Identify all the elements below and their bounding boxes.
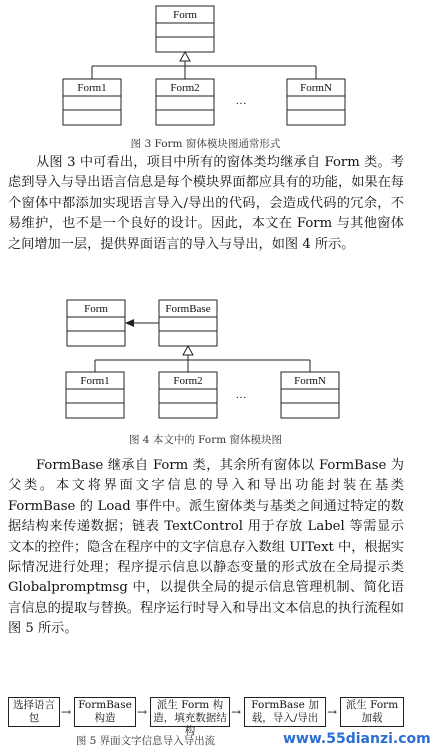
ellipsis: … [235, 95, 247, 107]
flow-step-5: 派生 Form 加载 [340, 697, 404, 727]
svg-text:Form2: Form2 [170, 82, 200, 94]
flow-step-2: FormBase 构造 [74, 697, 136, 727]
flow-step-3: 派生 Form 构造，填充数据结构 [150, 697, 230, 727]
formn-class-box [281, 372, 339, 418]
paragraph-2: FormBase 继承自 Form 类，其余所有窗体以 FormBase 为父类。本文将界面文字信息的导入和导出功能封装在基类 FormBase 的 Load 事件中。派生窗体类与基类之间通过特定的数据结构来传递数据；链表 TextControl 用于存放 Label 等需显示文本的控件；隐含在程序中的文字信息存入数组 UIText 中，根据实际情况进行处理；程序提示信息以静态变量的形式放在全局提示类 Globalpromptmsg 中，以提供全局的提示信息管理机制、简化语言信息的提取与替换。程序运行时导入和导出文本信息的执行流程如图 5 所示。 [8, 458, 404, 637]
svg-text:FormBase: FormBase [165, 303, 211, 315]
ellipsis: … [235, 389, 247, 401]
svg-text:Form1: Form1 [77, 82, 107, 94]
svg-text:Form1: Form1 [80, 375, 110, 387]
form-class-box [156, 6, 214, 52]
form1-class-box [66, 372, 124, 418]
svg-text:Form2: Form2 [173, 375, 203, 387]
site-watermark: www.55dianzi.com [283, 731, 431, 747]
form-class-box [67, 300, 125, 346]
svg-text:Form: Form [84, 303, 108, 315]
figure-5-caption: 图 5 界面文字信息导入导出流 [75, 735, 216, 747]
flow-step-4: FormBase 加载，导入/导出 [244, 697, 326, 727]
arrow-right-icon: → [137, 705, 148, 719]
arrow-right-icon: → [61, 705, 72, 719]
svg-text:Form: Form [173, 9, 197, 21]
svg-text:FormN: FormN [294, 375, 326, 387]
flow-step-1: 选择语言包 [8, 697, 60, 727]
formbase-class-box [159, 300, 217, 346]
svg-text:FormN: FormN [300, 82, 332, 94]
figure-4-caption: 图 4 本文中的 Form 窗体模块图 [128, 434, 283, 446]
paragraph-1: 从图 3 中可看出，项目中所有的窗体类均继承自 Form 类。考虑到导入与导出语言信息是每个模块界面都应具有的功能，如果在每个窗体中都添加实现语言导入/导出的代码，会造成代码的冗余，不易维护，也不是一个良好的设计。因此，本文在 Form 与其他窗体之间增加一层，提供界面语言的导入与导出，如图 4 所示。 [8, 155, 404, 252]
figure-3-caption: 图 3 Form 窗体模块图通常形式 [130, 138, 281, 150]
figure-4-class-diagram [0, 292, 411, 432]
arrow-right-icon: → [231, 705, 242, 719]
form2-class-box [159, 372, 217, 418]
arrow-right-icon: → [327, 705, 338, 719]
figure-3-class-diagram [0, 0, 411, 150]
form1-class-box [63, 79, 121, 125]
formn-class-box [287, 79, 345, 125]
form2-class-box [156, 79, 214, 125]
